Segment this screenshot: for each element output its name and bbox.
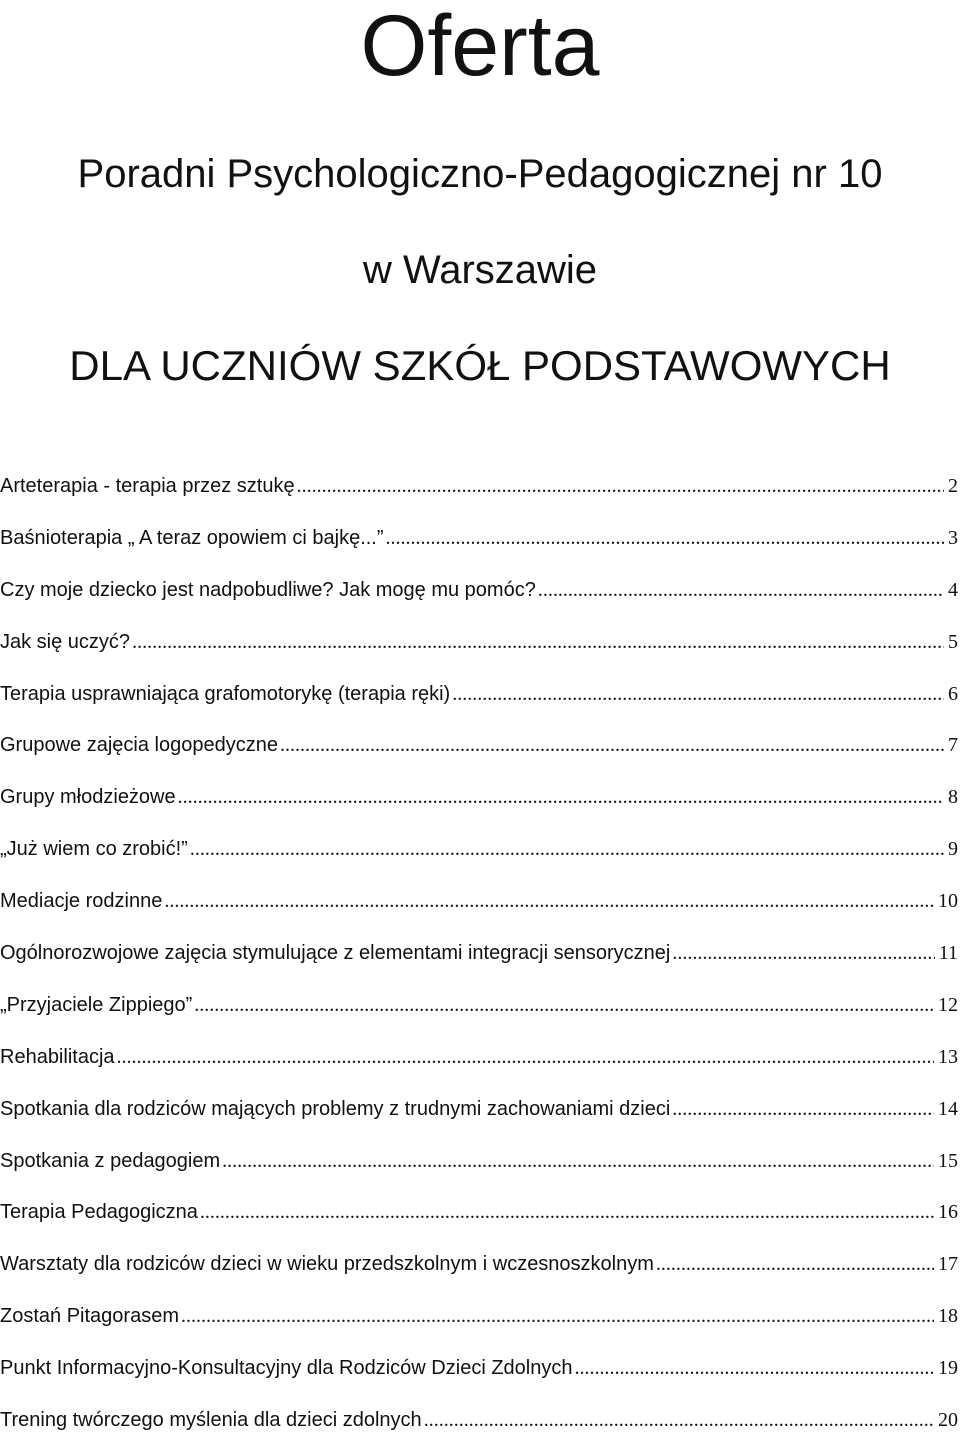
- toc-entry-label: Rehabilitacja: [0, 1045, 115, 1068]
- toc-entry-label: Grupowe zajęcia logopedyczne: [0, 734, 278, 757]
- toc-entry-label: „Przyjaciele Zippiego”: [0, 993, 193, 1016]
- toc-entry-page-number: 13: [938, 1045, 958, 1068]
- document-subtitle-city: w Warszawie: [362, 248, 598, 292]
- toc-entry[interactable]: [0, 466, 960, 518]
- toc-entry[interactable]: [0, 829, 960, 881]
- toc-entry-page-number: 5: [948, 630, 958, 653]
- toc-entry-page-number: 20: [938, 1409, 958, 1432]
- toc-entry[interactable]: [0, 674, 960, 726]
- toc-entry[interactable]: [0, 1037, 960, 1089]
- toc-entry[interactable]: [0, 518, 960, 570]
- toc-entry[interactable]: [0, 1192, 960, 1244]
- toc-entry-page-number: 18: [938, 1305, 958, 1328]
- toc-entry-page-number: 9: [948, 838, 958, 861]
- toc-entry[interactable]: [0, 725, 960, 777]
- toc-entry[interactable]: [0, 933, 960, 985]
- toc-dot-leader: [194, 985, 934, 1025]
- toc-entry[interactable]: [0, 985, 960, 1037]
- toc-dot-leader: [178, 777, 944, 817]
- toc-entry-label: Terapia usprawniająca grafomotorykę (terapia ręki): [0, 682, 451, 705]
- toc-entry-label: Jak się uczyć?: [0, 630, 131, 653]
- toc-entry-label: Arteterapia - terapia przez sztukę: [0, 475, 295, 497]
- toc-entry-label: Punkt Informacyjno-Konsultacyjny dla Rodziców Dzieci Zdolnych: [0, 1357, 573, 1380]
- toc-entry-label: Spotkania z pedagogiem: [0, 1149, 221, 1172]
- toc-entry[interactable]: [0, 1244, 960, 1296]
- toc-entry-label: Spotkania dla rodziców mających problemy z trudnymi zachowaniami dzieci: [0, 1097, 671, 1120]
- toc-dot-leader: [117, 1037, 934, 1077]
- toc-entry-page-number: 7: [948, 734, 958, 757]
- toc-entry-page-number: 17: [938, 1253, 958, 1276]
- toc-dot-leader: [190, 829, 944, 869]
- toc-entry-label: Czy moje dziecko jest nadpobudliwe? Jak mogę mu pomóc?: [0, 578, 536, 601]
- toc-entry-label: Warsztaty dla rodziców dzieci w wieku przedszkolnym i wczesnoszkolnym: [0, 1253, 654, 1276]
- toc-entry[interactable]: [0, 622, 960, 674]
- toc-entry-page-number: 6: [948, 682, 958, 705]
- toc-entry-page-number: 12: [938, 993, 958, 1016]
- toc-dot-leader: [574, 1348, 934, 1388]
- toc-entry-page-number: 16: [938, 1201, 958, 1224]
- toc-entry-label: Trening twórczego myślenia dla dzieci zdolnych: [0, 1409, 422, 1432]
- toc-entry-label: Zostań Pitagorasem: [0, 1305, 179, 1328]
- toc-entry[interactable]: [0, 1348, 960, 1400]
- toc-dot-leader: [538, 570, 944, 610]
- toc-dot-leader: [132, 622, 944, 662]
- toc-dot-leader: [672, 1089, 934, 1129]
- toc-entry-page-number: 2: [948, 475, 958, 497]
- toc-dot-leader: [280, 725, 944, 765]
- toc-dot-leader: [452, 674, 944, 714]
- toc-entry[interactable]: [0, 777, 960, 829]
- toc-entry[interactable]: [0, 570, 960, 622]
- toc-dot-leader: [297, 466, 944, 506]
- toc-entry-page-number: 3: [948, 526, 958, 549]
- toc-dot-leader: [386, 518, 944, 558]
- toc-entry-label: Terapia Pedagogiczna: [0, 1201, 198, 1224]
- toc-entry-page-number: 11: [938, 942, 958, 965]
- toc-entry[interactable]: [0, 1141, 960, 1193]
- toc-entry-page-number: 15: [938, 1149, 958, 1172]
- toc-entry[interactable]: [0, 881, 960, 933]
- toc-entry-page-number: 10: [938, 890, 958, 913]
- table-of-contents: [0, 466, 960, 1452]
- toc-entry-page-number: 14: [938, 1097, 958, 1120]
- toc-dot-leader: [222, 1141, 934, 1181]
- toc-dot-leader: [656, 1244, 934, 1284]
- toc-entry-label: „Już wiem co zrobić!”: [0, 838, 188, 861]
- toc-entry-page-number: 8: [948, 786, 958, 809]
- toc-entry-page-number: 19: [938, 1357, 958, 1380]
- toc-dot-leader: [424, 1400, 934, 1440]
- section-heading: DLA UCZNIÓW SZKÓŁ PODSTAWOWYCH: [69, 342, 891, 389]
- toc-entry-label: Baśnioterapia „ A teraz opowiem ci bajkę...”: [0, 526, 384, 549]
- toc-dot-leader: [181, 1296, 934, 1336]
- toc-entry[interactable]: [0, 1296, 960, 1348]
- toc-entry-label: Ogólnorozwojowe zajęcia stymulujące z elementami integracji sensorycznej: [0, 942, 671, 965]
- toc-entry[interactable]: [0, 1089, 960, 1141]
- toc-dot-leader: [672, 933, 934, 973]
- document-title: Oferta: [360, 0, 600, 94]
- toc-dot-leader: [200, 1192, 934, 1232]
- toc-entry-label: Mediacje rodzinne: [0, 890, 163, 913]
- document-subtitle-institution: Poradni Psychologiczno-Pedagogicznej nr 10: [77, 152, 883, 196]
- toc-entry-page-number: 4: [948, 578, 958, 601]
- toc-entry-label: Grupy młodzieżowe: [0, 786, 176, 809]
- toc-dot-leader: [164, 881, 934, 921]
